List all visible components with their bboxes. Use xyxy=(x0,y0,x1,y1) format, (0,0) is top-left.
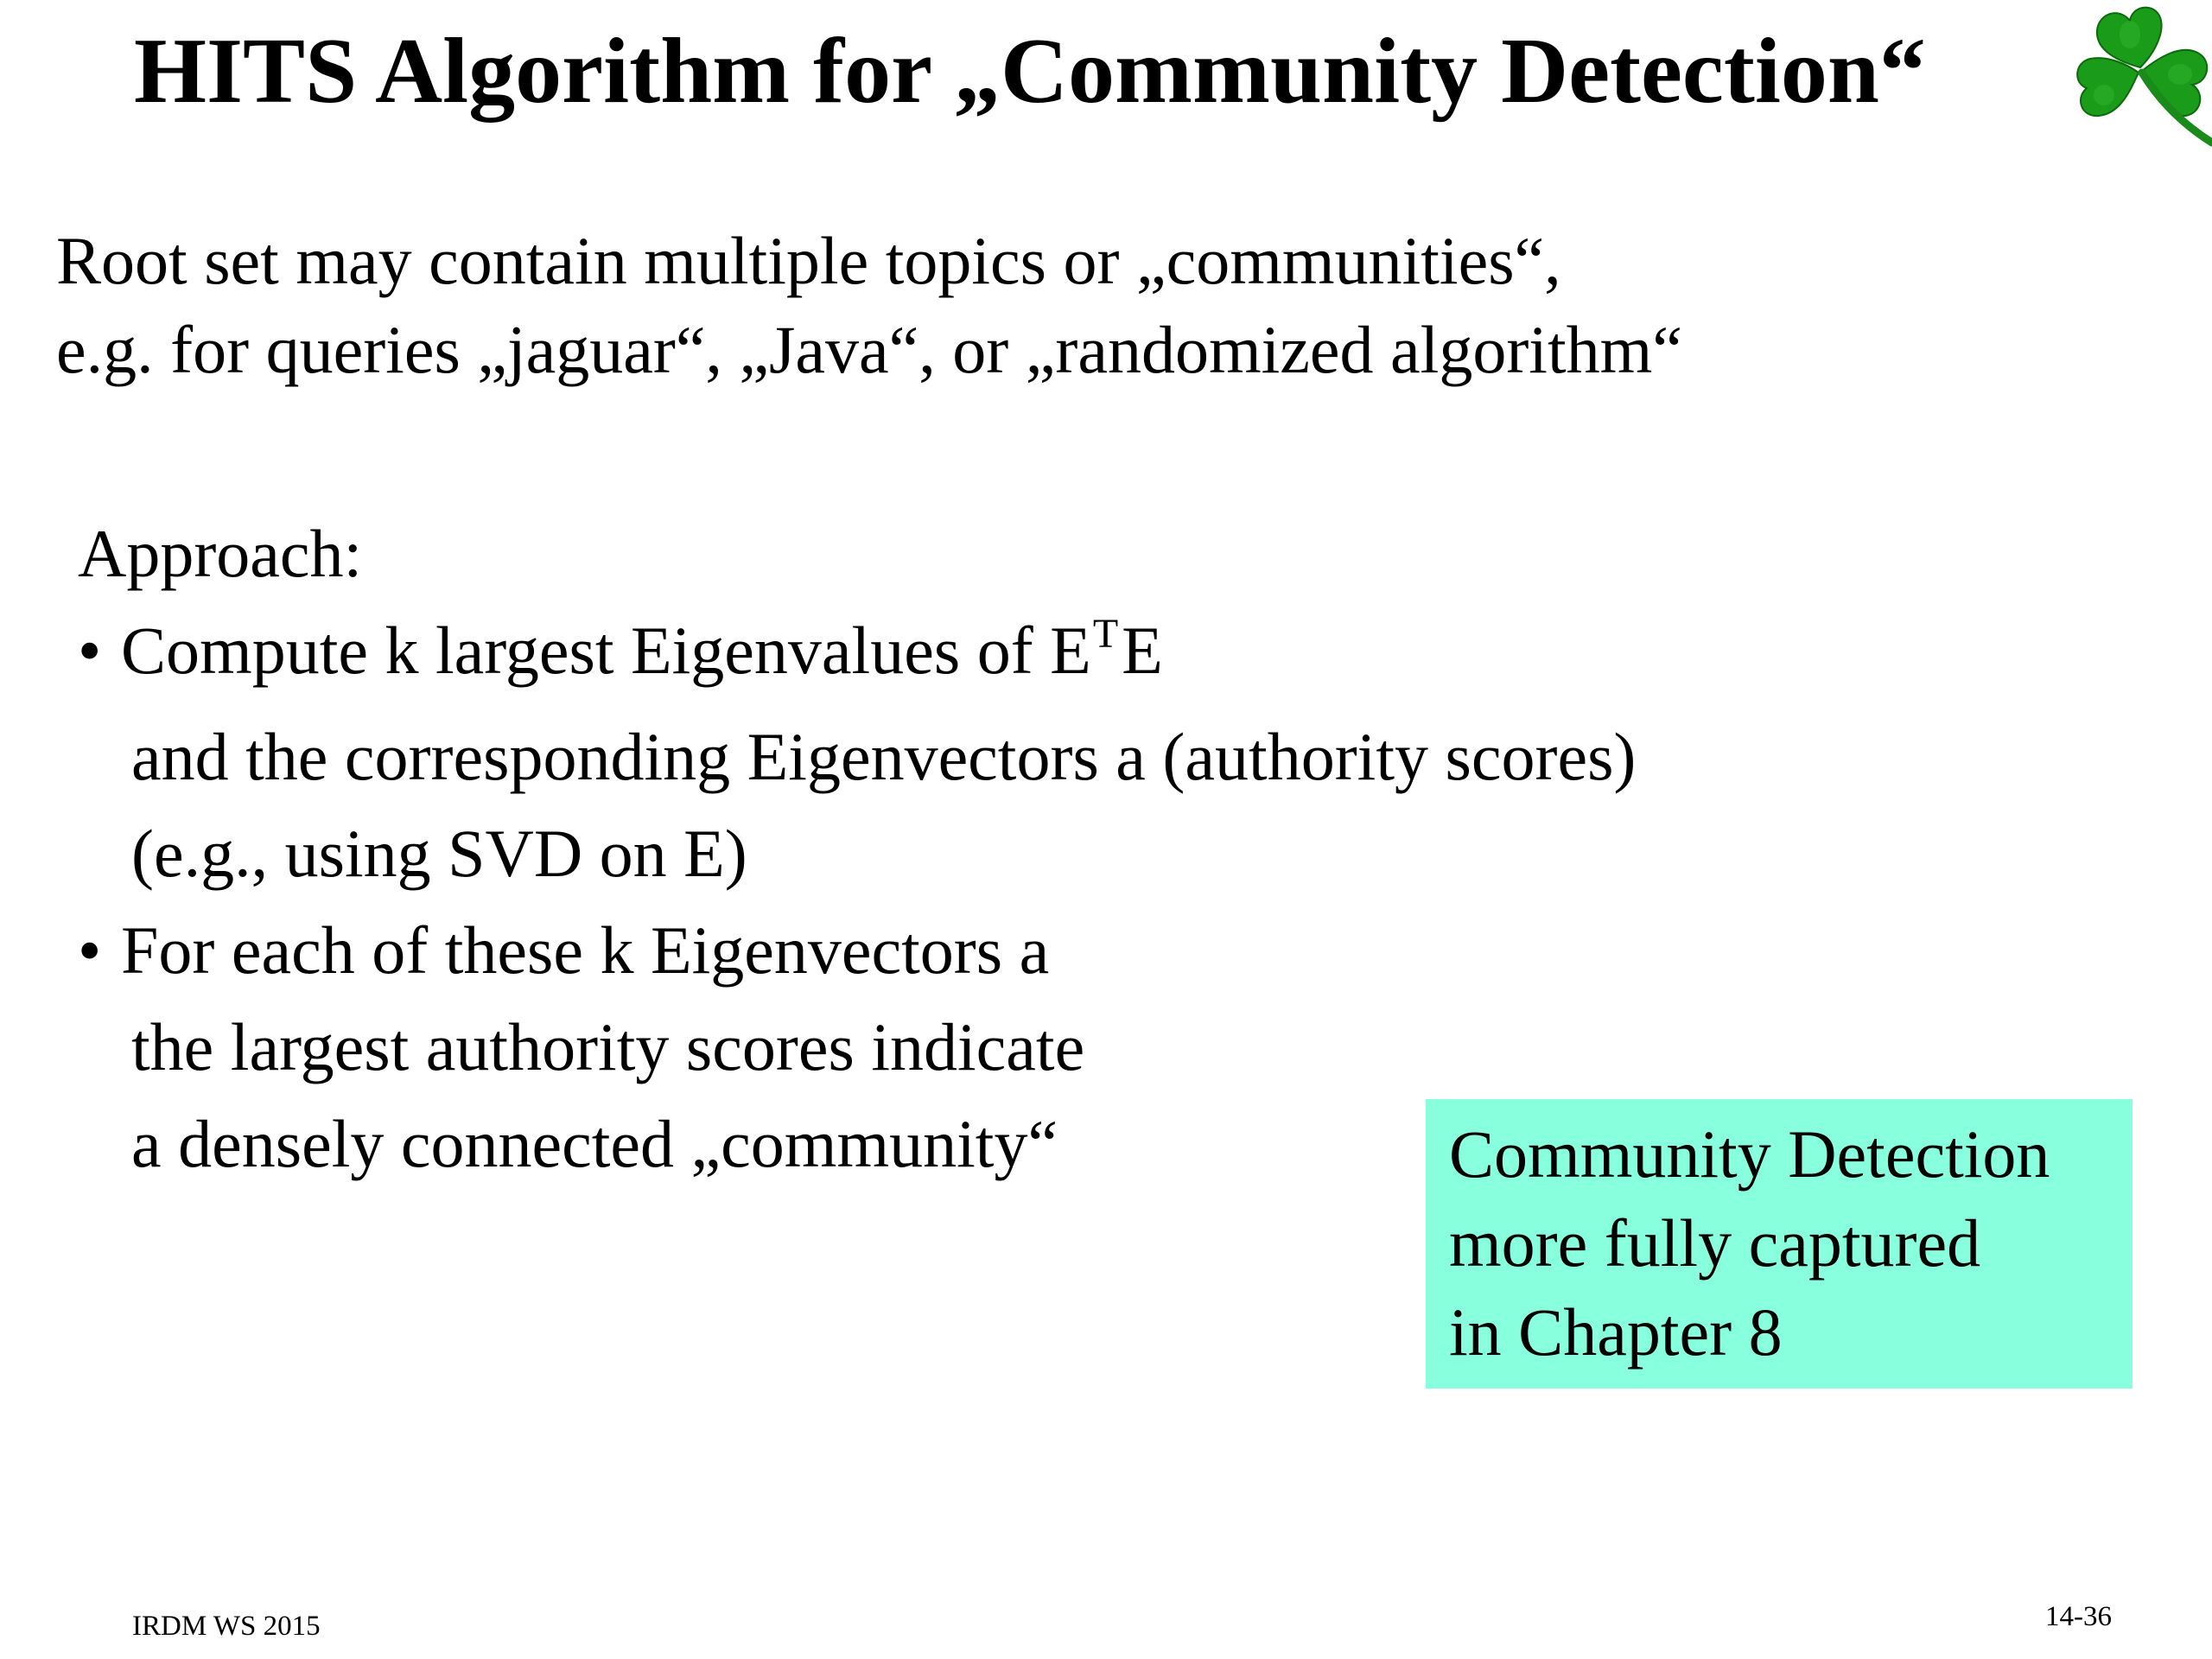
transpose-superscript: T xyxy=(1092,611,1119,657)
bullet-2-line-2: the largest authority scores indicate xyxy=(131,1009,1085,1084)
footer-course: IRDM WS 2015 xyxy=(132,1611,321,1642)
bullet-2 xyxy=(78,902,1636,999)
intro-text xyxy=(56,216,1682,394)
bullet-1 xyxy=(78,602,1636,709)
note-line-3: in Chapter 8 xyxy=(1449,1294,1783,1370)
approach-heading: Approach: xyxy=(78,516,363,591)
note-line-1: Community Detection xyxy=(1449,1116,2050,1192)
note-line-2: more fully captured xyxy=(1449,1205,1981,1281)
bullet-marker: • xyxy=(78,613,102,688)
footer-page-number: 14-36 xyxy=(2045,1601,2112,1632)
note-box xyxy=(1426,1099,2133,1389)
clover-icon xyxy=(2069,0,2212,147)
bullet-1-line-3: (e.g., using SVD on E) xyxy=(131,816,747,891)
bullet-1-line-2: and the corresponding Eigenvectors a (authority scores) xyxy=(131,719,1637,794)
intro-line-1: Root set may contain multiple topics or „communities“, xyxy=(56,223,1561,298)
bullet-1-line-1-text: Compute k largest Eigenvalues of E xyxy=(121,613,1091,688)
bullet-1-line-1-end: E xyxy=(1122,613,1163,688)
approach-section xyxy=(78,505,1636,1192)
bullet-marker: • xyxy=(78,912,102,988)
slide-title: HITS Algorithm for „Community Detection“ xyxy=(134,20,1926,123)
bullet-2-line-3: a densely connected „community“ xyxy=(131,1106,1058,1181)
bullet-2-line-1-text: For each of these k Eigenvectors a xyxy=(121,912,1050,988)
intro-line-2: e.g. for queries „jaguar“, „Java“, or „randomized algorithm“ xyxy=(56,312,1682,387)
